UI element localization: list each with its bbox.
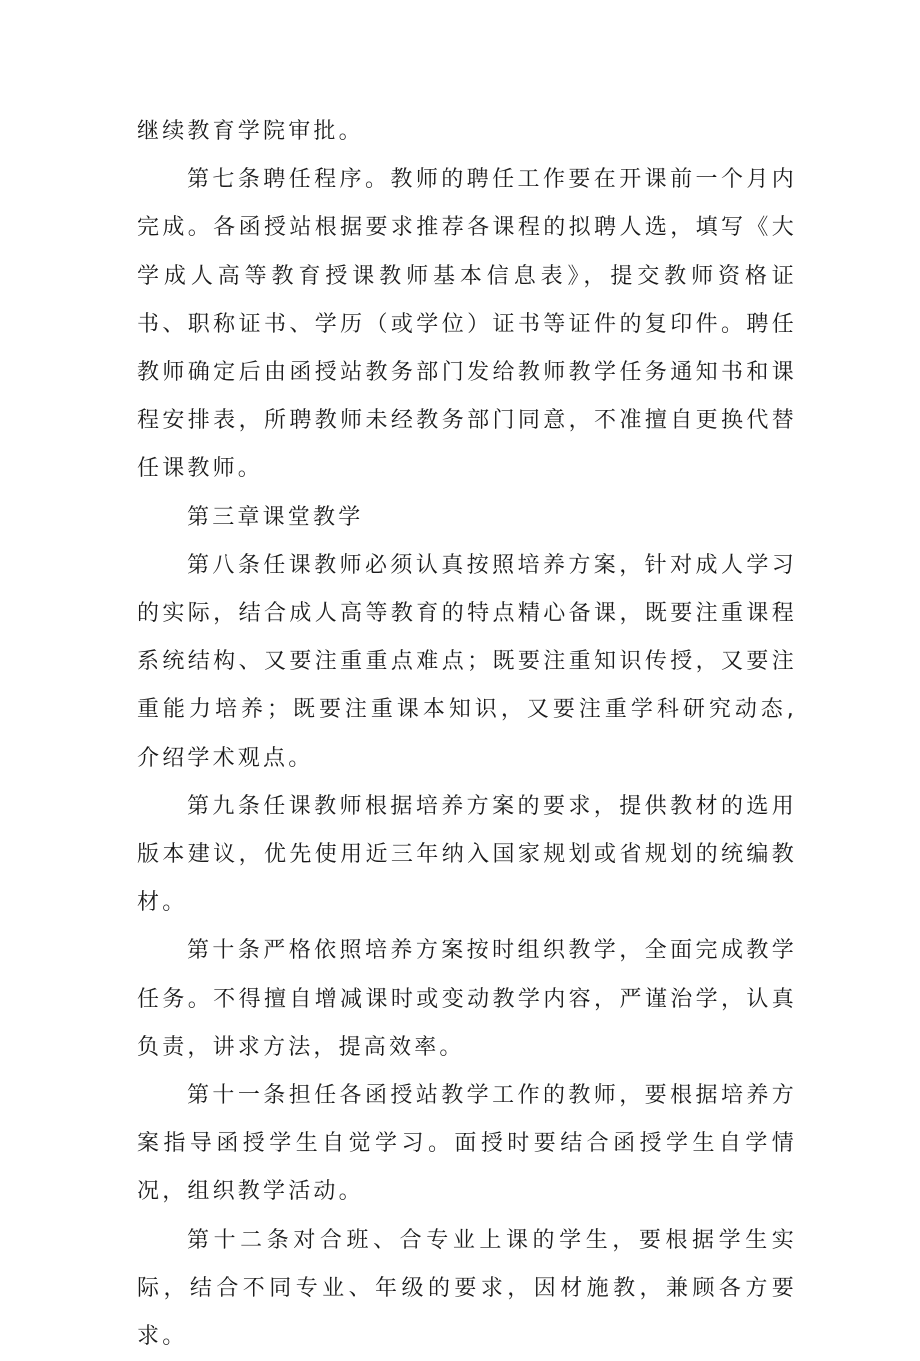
paragraph-article-9: 第九条任课教师根据培养方案的要求，提供教材的选用版本建议，优先使用近三年纳入国家规划或省规划的统编教材。: [137, 793, 797, 916]
paragraph-article-12: 第十二条对合班、合专业上课的学生，要根据学生实际，结合不同专业、年级的要求，因材施教，兼顾各方要求。: [137, 1227, 797, 1350]
document-body: [137, 108, 797, 1361]
chapter-heading: 第三章课堂教学: [187, 504, 364, 530]
paragraph-continuation: 继续教育学院审批。: [137, 119, 364, 144]
paragraph-article-7: 第七条聘任程序。教师的聘任工作要在开课前一个月内完成。各函授站根据要求推荐各课程的拟聘人选，填写《大学成人高等教育授课教师基本信息表》，提交教师资格证书、职称证书、学历（或学位）证书等证件的复印件。聘任教师确定后由函授站教务部门发给教师教学任务通知书和课程安排表，所聘教师未经教务部门同意，不准擅自更换代替任课教师。: [137, 167, 797, 482]
paragraph-article-11: 第十一条担任各函授站教学工作的教师，要根据培养方案指导函授学生自觉学习。面授时要结合函授学生自学情况，组织教学活动。: [137, 1083, 797, 1205]
paragraph-article-10: 第十条严格依照培养方案按时组织教学，全面完成教学任务。不得擅自增减课时或变动教学内容，严谨治学，认真负责，讲求方法，提高效率。: [137, 938, 797, 1060]
paragraph-article-8: 第八条任课教师必须认真按照培养方案，针对成人学习的实际，结合成人高等教育的特点精心备课，既要注重课程系统结构、又要注重重点难点；既要注重知识传授，又要注重能力培养；既要注重课本知识，又要注重学科研究动态,介绍学术观点。: [137, 552, 797, 771]
